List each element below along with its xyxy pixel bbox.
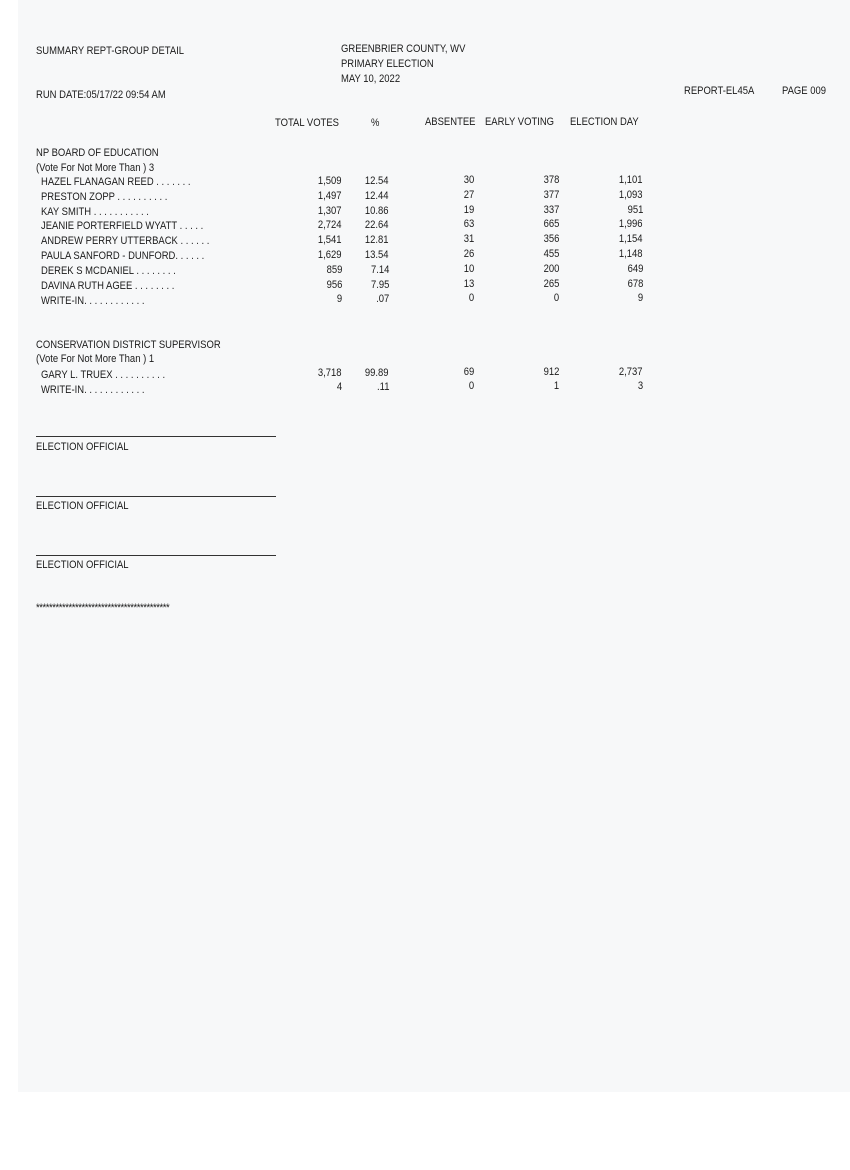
percent: 10.86	[365, 205, 389, 217]
total-votes: 3,718	[318, 367, 342, 379]
candidate-name: DAVINA RUTH AGEE . . . . . . . .	[41, 280, 175, 292]
percent: 13.54	[365, 249, 389, 261]
election-day: 2,737	[619, 366, 643, 378]
election-name: PRIMARY ELECTION	[341, 58, 434, 70]
signature-label: ELECTION OFFICIAL	[36, 559, 129, 571]
total-votes: 1,307	[318, 205, 342, 217]
signature-line	[36, 496, 276, 497]
absentee: 63	[463, 218, 474, 230]
percent: 12.44	[365, 190, 389, 202]
total-votes: 956	[326, 279, 342, 291]
election-day: 1,093	[619, 189, 643, 201]
percent: .11	[376, 381, 389, 393]
race-vote-for: (Vote For Not More Than ) 3	[36, 162, 155, 174]
early-voting: 337	[543, 204, 559, 216]
early-voting: 265	[543, 278, 559, 290]
candidate-name: GARY L. TRUEX . . . . . . . . . .	[41, 369, 166, 381]
early-voting: 665	[543, 218, 559, 230]
signature-label: ELECTION OFFICIAL	[36, 500, 129, 512]
scan-margin	[0, 0, 18, 1170]
total-votes: 2,724	[318, 219, 342, 231]
early-voting: 0	[553, 292, 559, 304]
election-day: 678	[627, 278, 643, 290]
percent: 7.14	[370, 264, 389, 276]
absentee: 30	[463, 174, 474, 186]
early-voting: 378	[543, 174, 559, 186]
absentee: 69	[463, 366, 474, 378]
early-voting: 912	[543, 366, 559, 378]
election-date: MAY 10, 2022	[341, 73, 401, 85]
candidate-name: KAY SMITH . . . . . . . . . . .	[41, 206, 149, 218]
election-day: 1,148	[619, 248, 643, 260]
signature-line	[36, 436, 276, 437]
race-vote-for: (Vote For Not More Than ) 1	[36, 353, 155, 365]
signature-label: ELECTION OFFICIAL	[36, 441, 129, 453]
report-name: SUMMARY REPT-GROUP DETAIL	[36, 45, 185, 57]
candidate-name: HAZEL FLANAGAN REED . . . . . . .	[41, 176, 191, 188]
early-voting: 1	[553, 380, 559, 392]
election-day: 1,996	[619, 218, 643, 230]
absentee: 19	[463, 204, 474, 216]
early-voting: 377	[543, 189, 559, 201]
run-date: RUN DATE:05/17/22 09:54 AM	[36, 89, 166, 101]
total-votes: 1,509	[318, 175, 342, 187]
percent: 12.54	[365, 175, 389, 187]
race-title: NP BOARD OF EDUCATION	[36, 147, 159, 159]
col-election-day: ELECTION DAY	[570, 116, 639, 128]
candidate-name: WRITE-IN. . . . . . . . . . . .	[41, 295, 145, 307]
absentee: 0	[468, 292, 474, 304]
absentee: 13	[463, 278, 474, 290]
col-total-votes: TOTAL VOTES	[275, 117, 339, 129]
absentee: 26	[463, 248, 474, 260]
percent: 7.95	[370, 279, 389, 291]
col-absentee: ABSENTEE	[425, 116, 476, 128]
early-voting: 200	[543, 263, 559, 275]
candidate-name: PAULA SANFORD - DUNFORD. . . . . .	[41, 250, 205, 262]
candidate-name: ANDREW PERRY UTTERBACK . . . . . .	[41, 235, 210, 247]
election-day: 1,154	[619, 233, 643, 245]
election-day: 1,101	[619, 174, 643, 186]
absentee: 10	[463, 263, 474, 275]
col-early-voting: EARLY VOTING	[485, 116, 555, 128]
race-title: CONSERVATION DISTRICT SUPERVISOR	[36, 339, 221, 351]
absentee: 31	[463, 233, 474, 245]
county-name: GREENBRIER COUNTY, WV	[341, 43, 466, 55]
scan-bottom-margin	[0, 1092, 850, 1170]
page-number: PAGE 009	[782, 85, 827, 97]
election-day: 9	[637, 292, 643, 304]
candidate-name: JEANIE PORTERFIELD WYATT . . . . .	[41, 220, 204, 232]
percent: 99.89	[365, 367, 389, 379]
absentee: 0	[468, 380, 474, 392]
col-percent: %	[371, 117, 380, 129]
candidate-name: PRESTON ZOPP . . . . . . . . . .	[41, 191, 168, 203]
election-day: 649	[627, 263, 643, 275]
total-votes: 4	[336, 381, 342, 393]
percent: .07	[375, 293, 389, 305]
report-id: REPORT-EL45A	[684, 85, 755, 97]
footer-separator: *****************************************	[36, 602, 170, 614]
percent: 12.81	[365, 234, 389, 246]
candidate-name: WRITE-IN. . . . . . . . . . . .	[41, 384, 145, 396]
percent: 22.64	[365, 219, 389, 231]
total-votes: 1,629	[318, 249, 342, 261]
total-votes: 9	[336, 293, 342, 305]
early-voting: 356	[543, 233, 559, 245]
absentee: 27	[463, 189, 474, 201]
early-voting: 455	[543, 248, 559, 260]
election-day: 3	[637, 380, 643, 392]
total-votes: 1,497	[318, 190, 342, 202]
total-votes: 859	[326, 264, 342, 276]
total-votes: 1,541	[318, 234, 342, 246]
signature-line	[36, 555, 276, 556]
election-day: 951	[627, 204, 643, 216]
candidate-name: DEREK S MCDANIEL . . . . . . . .	[41, 265, 176, 277]
